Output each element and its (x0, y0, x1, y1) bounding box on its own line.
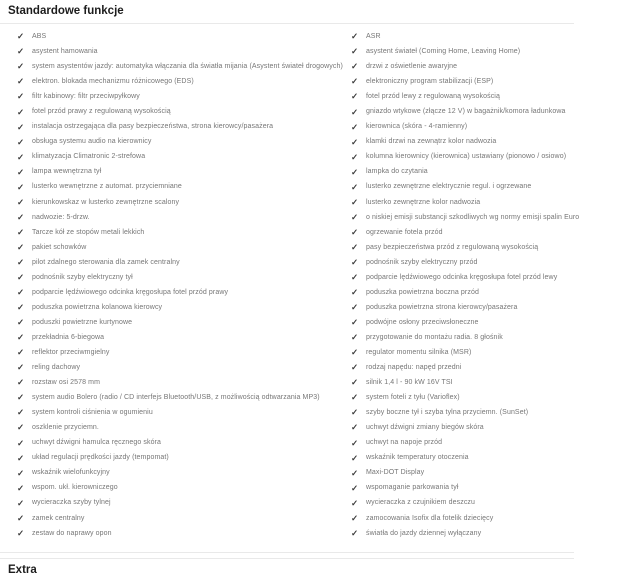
check-icon: ✓ (351, 302, 359, 313)
feature-item (17, 345, 351, 360)
feature-item (351, 89, 640, 104)
feature-item (17, 330, 351, 345)
feature-item (351, 330, 640, 345)
check-icon: ✓ (351, 46, 359, 57)
feature-label: wycieraczka szyby tylnej (32, 499, 111, 507)
feature-label: reling dachowy (32, 364, 81, 372)
feature-item (17, 225, 351, 240)
check-icon: ✓ (351, 347, 359, 358)
check-icon: ✓ (351, 452, 359, 463)
check-icon: ✓ (351, 151, 359, 162)
check-icon: ✓ (17, 151, 25, 162)
feature-item (351, 435, 640, 450)
check-icon: ✓ (351, 256, 359, 267)
check-icon: ✓ (17, 46, 25, 57)
check-icon: ✓ (17, 166, 25, 177)
feature-item (351, 119, 640, 134)
feature-item (351, 149, 640, 164)
feature-item (351, 210, 640, 225)
feature-item (17, 511, 351, 526)
check-icon: ✓ (17, 256, 25, 267)
check-icon: ✓ (351, 332, 359, 343)
check-icon: ✓ (17, 31, 25, 42)
check-icon: ✓ (351, 166, 359, 177)
check-icon: ✓ (17, 136, 25, 147)
check-icon: ✓ (351, 226, 359, 237)
check-icon: ✓ (17, 407, 25, 418)
feature-label: pilot zdalnego sterowania dla zamek centralny (32, 258, 180, 266)
feature-item (351, 179, 640, 194)
feature-item (351, 450, 640, 465)
feature-item (17, 149, 351, 164)
check-icon: ✓ (17, 347, 25, 358)
feature-item (351, 375, 640, 390)
check-icon: ✓ (351, 61, 359, 72)
feature-item (351, 285, 640, 300)
feature-item (351, 300, 640, 315)
check-icon: ✓ (17, 181, 25, 192)
feature-label: obsługa systemu audio na kierownicy (32, 138, 152, 146)
feature-label: rodzaj napędu: napęd przedni (366, 364, 462, 372)
feature-item (17, 300, 351, 315)
check-icon: ✓ (351, 482, 359, 493)
extra-section (0, 558, 640, 576)
feature-item (17, 44, 351, 59)
feature-label: lampka do czytania (366, 168, 428, 176)
check-icon: ✓ (351, 91, 359, 102)
check-icon: ✓ (17, 121, 25, 132)
feature-label: podparcie lędźwiowego odcinka kręgosłupa fotel przód prawy (32, 288, 229, 296)
feature-item (351, 104, 640, 119)
check-icon: ✓ (351, 241, 359, 252)
section-bottom-divider (0, 552, 574, 553)
feature-label: ASR (366, 33, 381, 41)
check-icon: ✓ (351, 392, 359, 403)
feature-item (351, 465, 640, 480)
feature-label: zamocowania Isofix dla fotelik dziecięcy (366, 514, 494, 522)
feature-item (17, 420, 351, 435)
check-icon: ✓ (351, 497, 359, 508)
feature-label: regulator momentu silnika (MSR) (366, 349, 472, 356)
feature-label: uchwyt dźwigni hamulca ręcznego skóra (32, 439, 161, 447)
feature-label: oszklenie przyciemn. (32, 424, 99, 432)
check-icon: ✓ (351, 287, 359, 298)
feature-label: wycieraczka z czujnikiem deszczu (366, 499, 476, 507)
feature-item (351, 315, 640, 330)
feature-label: zamek centralny (32, 514, 85, 522)
feature-label: pasy bezpieczeństwa przód z regulowaną wysokością (366, 243, 539, 251)
feature-label: gniazdo wtykowe (złącze 12 V) w bagażnik/komora ładunkowa (366, 108, 566, 116)
feature-label: drzwi z oświetlenie awaryjne (366, 63, 458, 71)
check-icon: ✓ (17, 317, 25, 328)
check-icon: ✓ (17, 211, 25, 222)
feature-label: fotel przód prawy z regulowaną wysokością (32, 108, 171, 116)
feature-item (351, 511, 640, 526)
features-column-left (17, 29, 351, 541)
feature-label: pakiet schowków (32, 243, 87, 251)
feature-label: lusterko zewnętrzne elektrycznie regul. i ogrzewane (366, 183, 532, 191)
feature-item (351, 134, 640, 149)
check-icon: ✓ (17, 91, 25, 102)
check-icon: ✓ (17, 287, 25, 298)
check-icon: ✓ (17, 422, 25, 433)
feature-label: ABS (32, 33, 47, 41)
feature-item (17, 375, 351, 390)
feature-item (17, 480, 351, 495)
check-icon: ✓ (351, 121, 359, 132)
check-icon: ✓ (17, 226, 25, 237)
check-icon: ✓ (351, 437, 359, 448)
feature-item (17, 465, 351, 480)
feature-item (17, 29, 351, 44)
feature-item (351, 255, 640, 270)
features-columns (0, 29, 640, 541)
feature-item (351, 390, 640, 405)
feature-item (17, 526, 351, 541)
check-icon: ✓ (351, 136, 359, 147)
check-icon: ✓ (351, 106, 359, 117)
check-icon: ✓ (17, 527, 25, 538)
feature-label: asystent hamowania (32, 48, 98, 56)
feature-label: lampa wewnętrzna tył (32, 168, 102, 176)
feature-label: klamki drzwi na zewnątrz kolor nadwozia (366, 138, 497, 146)
check-icon: ✓ (17, 76, 25, 87)
feature-label: poduszka powietrzna kolanowa kierowcy (32, 303, 163, 311)
feature-label: uchwyt na napoje przód (366, 439, 443, 447)
feature-item (351, 345, 640, 360)
feature-label: wspom. ukł. kierowniczego (32, 484, 118, 492)
feature-item (17, 134, 351, 149)
feature-label: wspomaganie parkowania tył (366, 484, 459, 492)
check-icon: ✓ (17, 392, 25, 403)
title-divider (0, 23, 574, 24)
feature-label: o niskiej emisji substancji szkodliwych wg normy emisji spalin Euro (366, 213, 580, 221)
feature-item (17, 89, 351, 104)
feature-item (17, 390, 351, 405)
check-icon: ✓ (351, 181, 359, 192)
check-icon: ✓ (351, 362, 359, 373)
check-icon: ✓ (17, 272, 25, 283)
feature-item (351, 240, 640, 255)
check-icon: ✓ (351, 407, 359, 418)
feature-label: elektron. blokada mechanizmu różnicowego (EDS) (32, 78, 194, 86)
feature-label: Tarcze kół ze stopów metali lekkich (32, 228, 145, 236)
feature-item (351, 29, 640, 44)
feature-label: poduszka powietrzna strona kierowcy/pasażera (366, 303, 518, 311)
feature-item (17, 240, 351, 255)
feature-label: fotel przód lewy z regulowaną wysokością (366, 93, 500, 101)
feature-item (17, 315, 351, 330)
feature-item (17, 270, 351, 285)
check-icon: ✓ (351, 512, 359, 523)
check-icon: ✓ (17, 452, 25, 463)
feature-item (351, 164, 640, 179)
feature-label: system audio Bolero (radio / CD interfejs Bluetooth/USB, z możliwością odtwarzania MP3) (32, 394, 320, 402)
feature-label: podnośnik szyby elektryczny tył (32, 273, 133, 281)
check-icon: ✓ (351, 377, 359, 388)
check-icon: ✓ (17, 332, 25, 343)
check-icon: ✓ (351, 422, 359, 433)
feature-label: wskaźnik temperatury otoczenia (366, 454, 469, 462)
feature-item (351, 526, 640, 541)
feature-item (351, 495, 640, 510)
feature-label: poduszki powietrzne kurtynowe (32, 318, 133, 326)
check-icon: ✓ (17, 362, 25, 373)
check-icon: ✓ (351, 317, 359, 328)
feature-item (17, 210, 351, 225)
check-icon: ✓ (17, 437, 25, 448)
feature-label: kolumna kierownicy (kierownica) ustawiany (pionowo / osiowo) (366, 153, 567, 161)
feature-label: kierownica (skóra - 4-ramienny) (366, 123, 468, 131)
feature-label: ogrzewanie fotela przód (366, 228, 443, 236)
check-icon: ✓ (351, 211, 359, 222)
feature-item (351, 195, 640, 210)
feature-item (17, 255, 351, 270)
feature-label: podnośnik szyby elektryczny przód (366, 258, 478, 266)
check-icon: ✓ (351, 467, 359, 478)
check-icon: ✓ (17, 497, 25, 508)
feature-item (351, 405, 640, 420)
check-icon: ✓ (17, 467, 25, 478)
feature-label: rozstaw osi 2578 mm (32, 379, 101, 387)
feature-item (351, 360, 640, 375)
feature-item (17, 285, 351, 300)
feature-item (17, 179, 351, 194)
feature-label: elektroniczny program stabilizacji (ESP) (366, 78, 494, 86)
feature-label: układ regulacji prędkości jazdy (tempomat) (32, 454, 169, 462)
feature-label: wskaźnik wielofunkcyjny (32, 469, 110, 477)
feature-item (351, 420, 640, 435)
features-column-right (351, 29, 640, 541)
feature-item (351, 225, 640, 240)
feature-label: system asystentów jazdy: automatyka włączania dla światła mijania (Asystent świateł drogowych) (32, 63, 343, 71)
feature-label: światła do jazdy dziennej wyłączany (366, 529, 482, 537)
feature-item (17, 495, 351, 510)
check-icon: ✓ (351, 196, 359, 207)
feature-item (17, 119, 351, 134)
feature-item (17, 405, 351, 420)
feature-item (17, 360, 351, 375)
check-icon: ✓ (17, 61, 25, 72)
check-icon: ✓ (351, 31, 359, 42)
check-icon: ✓ (351, 76, 359, 87)
feature-item (17, 59, 351, 74)
check-icon: ✓ (17, 106, 25, 117)
feature-item (17, 450, 351, 465)
feature-label: uchwyt dźwigni zmiany biegów skóra (366, 424, 484, 432)
check-icon: ✓ (17, 377, 25, 388)
feature-item (17, 195, 351, 210)
feature-label: klimatyzacja Climatronic 2-strefowa (32, 153, 146, 161)
feature-label: system foteli z tyłu (Varioflex) (366, 394, 460, 402)
feature-label: nadwozie: 5-drzw. (32, 213, 90, 221)
feature-label: zestaw do naprawy opon (32, 529, 112, 537)
check-icon: ✓ (17, 196, 25, 207)
feature-label: lusterko zewnętrzne kolor nadwozia (366, 198, 481, 206)
feature-label: lusterko wewnętrzne z automat. przyciemniane (32, 183, 182, 191)
check-icon: ✓ (17, 241, 25, 252)
feature-label: filtr kabinowy: filtr przeciwpyłkowy (32, 93, 140, 101)
feature-item (351, 74, 640, 89)
feature-item (351, 59, 640, 74)
check-icon: ✓ (17, 302, 25, 313)
check-icon: ✓ (17, 482, 25, 493)
check-icon: ✓ (351, 527, 359, 538)
standard-features-title: Standardowe funkcje (8, 5, 124, 17)
feature-item (351, 270, 640, 285)
feature-label: reflektor przeciwmgielny (32, 349, 110, 356)
feature-label: podparcie lędźwiowego odcinka kręgosłupa fotel przód lewy (366, 273, 558, 281)
feature-label: kierunkowskaz w lusterko zewnętrzne scalony (32, 198, 180, 206)
feature-item (17, 164, 351, 179)
feature-label: przygotowanie do montażu radia. 8 głośnik (366, 333, 503, 341)
feature-label: Maxi-DOT Display (366, 469, 425, 477)
feature-label: system kontroli ciśnienia w ogumieniu (32, 409, 153, 417)
feature-label: asystent świateł (Coming Home, Leaving Home) (366, 48, 521, 56)
feature-label: szyby boczne tył i szyba tylna przyciemn. (SunSet) (366, 409, 529, 417)
feature-item (351, 480, 640, 495)
feature-item (17, 104, 351, 119)
feature-item (17, 74, 351, 89)
feature-label: podwójne osłony przeciwsłoneczne (366, 318, 479, 326)
feature-item (351, 44, 640, 59)
check-icon: ✓ (17, 512, 25, 523)
feature-label: poduszka powietrzna boczna przód (366, 288, 479, 296)
extra-section-title: Extra (8, 563, 37, 576)
feature-label: przekładnia 6-biegowa (32, 333, 105, 341)
check-icon: ✓ (351, 272, 359, 283)
feature-item (17, 435, 351, 450)
feature-label: instalacja ostrzegająca dla pasy bezpieczeństwa, strona kierowcy/pasażera (32, 123, 274, 131)
feature-label: silnik 1,4 l - 90 kW 16V TSI (366, 379, 453, 387)
